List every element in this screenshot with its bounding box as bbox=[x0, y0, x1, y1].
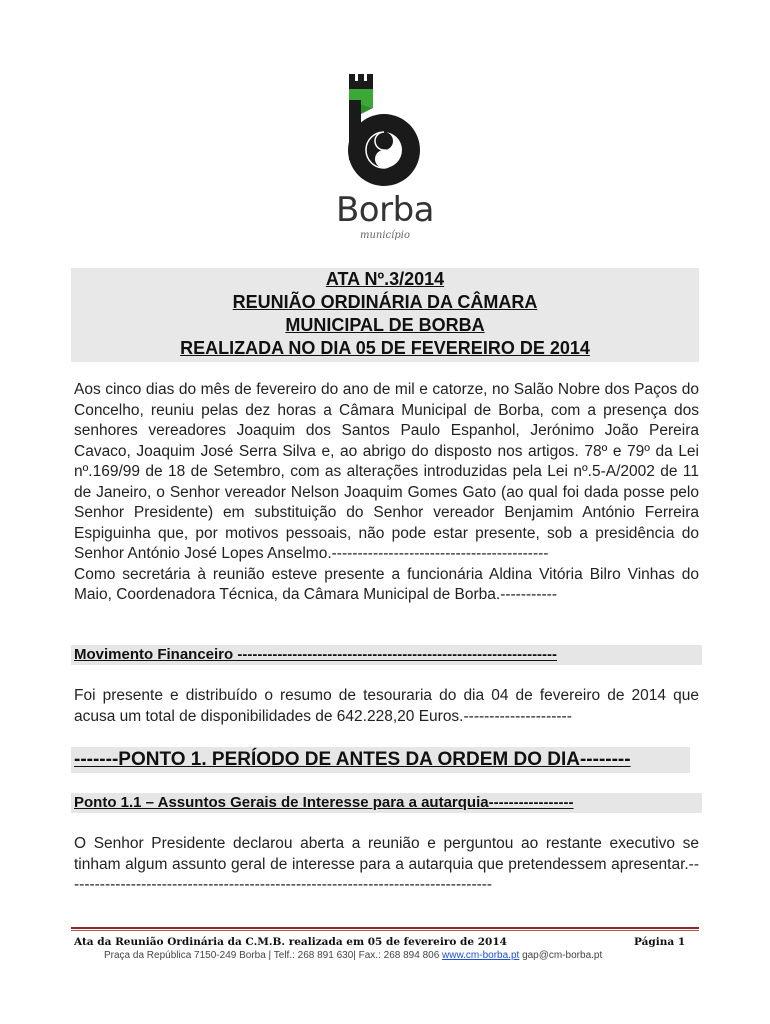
footer-caption: Ata da Reunião Ordinária da C.M.B. realizada em 05 de fevereiro de 2014 bbox=[74, 936, 507, 948]
intro-paragraph bbox=[74, 380, 699, 606]
footer-address: Praça da República 7150-249 Borba | Telf.: 268 891 630| Fax.: 268 894 806 bbox=[104, 950, 440, 961]
ponto11-paragraph bbox=[74, 834, 699, 896]
borba-emblem-icon bbox=[330, 72, 440, 192]
title-line-data: REALIZADA NO DIA 05 DE FEVEREIRO DE 2014 bbox=[180, 338, 590, 358]
title-line-reuniao: REUNIÃO ORDINÁRIA DA CÂMARA bbox=[232, 292, 538, 312]
footer-divider-thin bbox=[71, 930, 699, 931]
title-line-municipal: MUNICIPAL DE BORBA bbox=[285, 315, 485, 335]
ponto11-heading: Ponto 1.1 – Assuntos Gerais de Interesse para a autarquia----------------- bbox=[71, 793, 702, 813]
financeiro-paragraph bbox=[74, 686, 699, 727]
footer-email: gap@cm-borba.pt bbox=[522, 950, 603, 961]
intro-secretary-text: Como secretária à reunião esteve presente a funcionária Aldina Vitória Bilro Vinhas do Maio, Coordenadora Técnica, da Câmara Municipal de Borba.----------- bbox=[74, 565, 699, 603]
footer-contact bbox=[104, 950, 602, 961]
intro-text: Aos cinco dias do mês de fevereiro do ano de mil e catorze, no Salão Nobre dos Paços do Concelho, reuniu pelas dez horas a Câmara Municipal de Borba, com a presença dos senhores vereadores Joaquim dos Santos Paulo Espanhol, Jerónimo João Pereira Cavaco, Joaquim José Serra Silva e, ao abrigo do disposto nos artigos. 78º e 79º da Lei nº.169/99 de 18 de Setembro, com as alterações introduzidas pela Lei nº.5-A/2002 de 11 de Janeiro, o Senhor vereador Nelson Joaquim Gomes Gato (ao qual foi dada posse pelo Senhor Presidente) em substituição do Senhor vereador Benjamim António Ferreira Espiguinha que, por motivos pessoais, não pode estar presente, sob a presidência do Senhor António José Lopes Anselmo.------------------------------------------ bbox=[74, 381, 699, 562]
footer-divider bbox=[71, 927, 699, 929]
logo-wordmark: Borba bbox=[335, 190, 435, 230]
website-link[interactable]: www.cm-borba.pt bbox=[442, 950, 520, 961]
page-number: Página 1 bbox=[634, 936, 686, 948]
document-title-block bbox=[71, 268, 699, 362]
ponto1-heading: -------PONTO 1. PERÍODO DE ANTES DA ORDEM DO DIA-------- bbox=[71, 747, 690, 773]
borba-logo bbox=[330, 72, 440, 247]
logo-subtitle: município bbox=[360, 230, 410, 241]
movimento-financeiro-heading: Movimento Financeiro ---------------------------------------------------------------- bbox=[71, 645, 702, 665]
ponto11-text: O Senhor Presidente declarou aberta a reunião e perguntou ao restante executivo se tinham algum assunto geral de interesse para a autarquia que pretendessem apresentar.----------------------------------------------------------------------------------- bbox=[74, 835, 699, 893]
financeiro-text: Foi presente e distribuído o resumo de tesouraria do dia 04 de fevereiro de 2014 que acusa um total de disponibilidades de 642.228,20 Euros.--------------------- bbox=[74, 687, 699, 725]
title-line-ata: ATA Nº.3/2014 bbox=[325, 269, 445, 289]
